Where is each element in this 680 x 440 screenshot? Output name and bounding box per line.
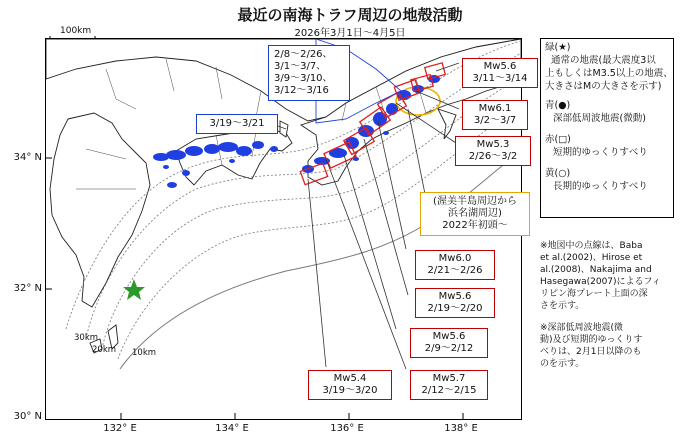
legend-blue-title: 青(●) bbox=[545, 100, 571, 111]
shikoku bbox=[176, 129, 292, 185]
legend-red-title: 赤(□) bbox=[545, 134, 571, 145]
callout-line: 3/19～3/21 bbox=[209, 118, 265, 129]
sse-callout-mw56-c bbox=[410, 328, 488, 358]
callout-line: 3/1～3/7、 bbox=[274, 61, 327, 72]
long-term-sse-callout bbox=[420, 192, 530, 236]
legend-green-text-3: 大きさはMの大きさを示す) bbox=[545, 81, 662, 92]
lon-label-134: 134° E bbox=[215, 423, 249, 434]
sse-callout-mw53 bbox=[455, 136, 531, 166]
lon-label-136: 136° E bbox=[330, 423, 364, 434]
legend-blue-text: 深部低周波地震(微動) bbox=[553, 113, 646, 124]
callout-line: 3/12～3/16 bbox=[274, 85, 329, 96]
note-contours bbox=[540, 240, 676, 312]
callout-magnitude: Mw5.6 bbox=[438, 291, 472, 302]
callout-magnitude: Mw5.6 bbox=[483, 61, 517, 72]
note-line: ※地図中の点線は、Baba bbox=[540, 241, 643, 251]
callout-dates: 3/2～3/7 bbox=[473, 115, 517, 126]
scale-bar-label: 100km bbox=[60, 26, 92, 36]
callout-dates: 2/26～3/2 bbox=[468, 151, 518, 162]
lon-label-138: 138° E bbox=[444, 423, 478, 434]
izu-peninsula bbox=[438, 109, 456, 139]
callout-dates: 2/9～2/12 bbox=[424, 343, 474, 354]
note-period bbox=[540, 322, 676, 370]
legend-green-text-2: 上もしくはM3.5以上の地震、 bbox=[545, 68, 673, 79]
sse-callout-mw61 bbox=[462, 100, 528, 130]
note-line: べりは、2月1日以降のも bbox=[540, 347, 642, 357]
lat-label-34: 34° N bbox=[13, 152, 42, 163]
callout-dates: 3/19～3/20 bbox=[322, 385, 378, 396]
legend-green-title: 緑(★) bbox=[545, 42, 571, 53]
legend-yellow-text: 長期的ゆっくりすべり bbox=[553, 181, 648, 192]
note-line: さを示す。 bbox=[540, 301, 585, 311]
sse-callout-mw54 bbox=[308, 370, 392, 400]
callout-magnitude: Mw6.0 bbox=[438, 253, 472, 264]
note-line: et al.(2002)、Hirose et bbox=[540, 253, 643, 263]
sse-callout-mw56-b bbox=[415, 288, 495, 318]
earthquake-star-icon bbox=[123, 279, 145, 300]
legend-green-text-1: 通常の地震(最大震度3以 bbox=[551, 55, 656, 66]
legend-box bbox=[540, 38, 674, 218]
callout-dates: 2/12～2/15 bbox=[421, 385, 477, 396]
legend-yellow-title: 黄(○) bbox=[545, 168, 571, 179]
callout-magnitude: Mw6.1 bbox=[478, 103, 512, 114]
lat-label-30: 30° N bbox=[13, 411, 42, 422]
callout-magnitude: Mw5.4 bbox=[333, 373, 367, 384]
lon-label-132: 132° E bbox=[103, 423, 137, 434]
note-line: Hasegawa(2007)によるフィ bbox=[540, 277, 661, 287]
callout-dates: 2/19～2/20 bbox=[427, 303, 483, 314]
callout-line: 2/8～2/26、 bbox=[274, 49, 333, 60]
callout-magnitude: Mw5.7 bbox=[432, 373, 466, 384]
lat-label-32: 32° N bbox=[13, 283, 42, 294]
note-line: のを示す。 bbox=[540, 359, 585, 369]
sse-callout-mw56-a bbox=[462, 58, 538, 88]
map-subtitle: 2026年3月1日～4月5日 bbox=[294, 28, 406, 39]
callout-line: 3/9～3/10、 bbox=[274, 73, 333, 84]
note-line: ※深部低周波地震(微 bbox=[540, 323, 624, 333]
note-line: リピン海プレート上面の深 bbox=[540, 289, 648, 299]
legend-red-text: 短期的ゆっくりすべり bbox=[553, 147, 648, 158]
contour-label-20km: 20km bbox=[92, 345, 117, 355]
callout-line: (渥美半島周辺から bbox=[433, 196, 517, 207]
callout-line: 浜名湖周辺) bbox=[448, 208, 502, 219]
note-line: 動)及び短期的ゆっくりす bbox=[540, 335, 643, 345]
note-line: al.(2008)、Nakajima and bbox=[540, 265, 652, 275]
callout-dates: 3/11～3/14 bbox=[472, 73, 528, 84]
callout-line: 2022年初頭～ bbox=[442, 220, 508, 231]
contour-label-30km: 30km bbox=[74, 333, 99, 343]
callout-magnitude: Mw5.3 bbox=[476, 139, 510, 150]
callout-dates: 2/21～2/26 bbox=[427, 265, 483, 276]
kyushu bbox=[50, 113, 150, 307]
sse-callout-mw60 bbox=[415, 250, 495, 280]
tremor-period-callout-west bbox=[196, 114, 278, 134]
callout-magnitude: Mw5.6 bbox=[432, 331, 466, 342]
map-title: 最近の南海トラフ周辺の地殻活動 bbox=[237, 6, 463, 24]
tremor-period-callout-east bbox=[268, 45, 350, 101]
contour-label-10km: 10km bbox=[132, 348, 157, 358]
sse-callout-mw57 bbox=[410, 370, 488, 400]
